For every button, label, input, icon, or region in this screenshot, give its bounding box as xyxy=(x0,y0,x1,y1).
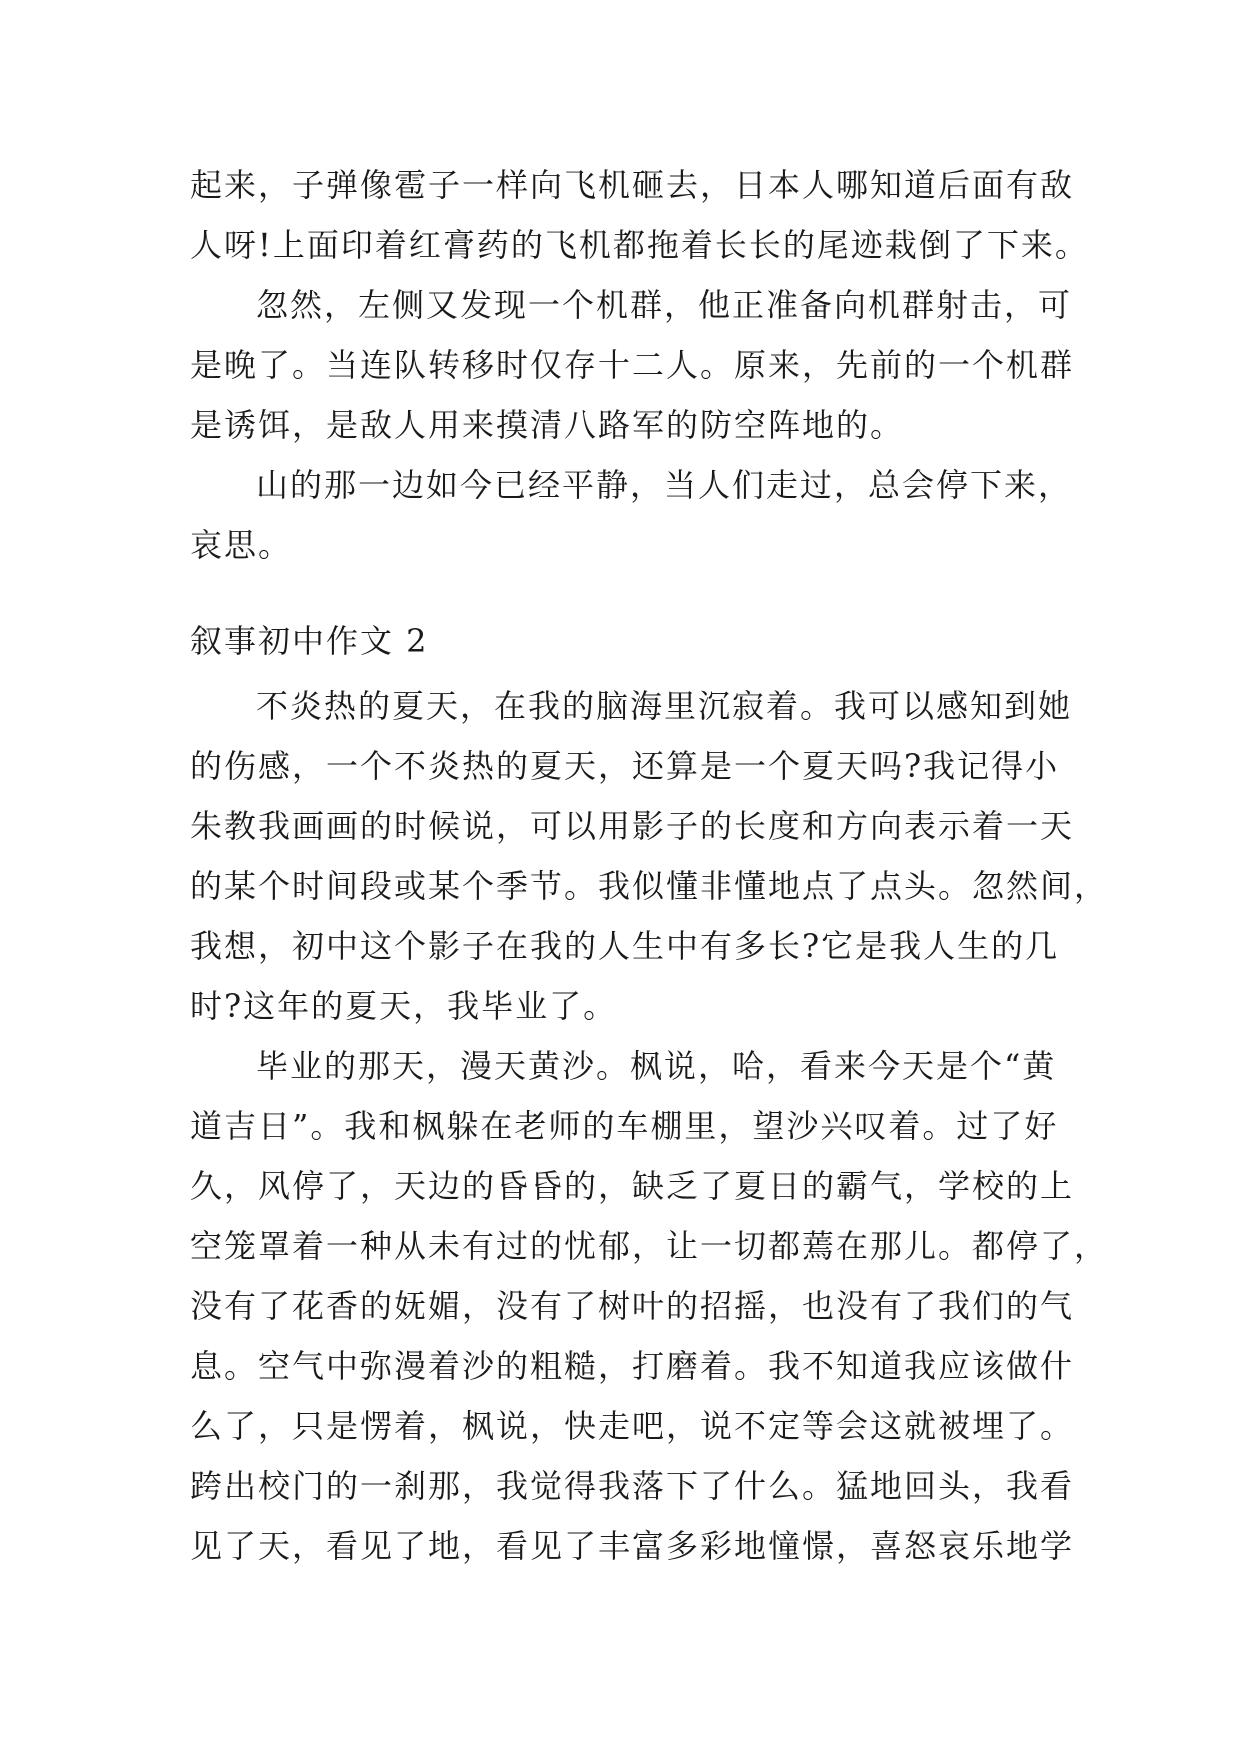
text-line: 的某个时间段或某个季节。我似懂非懂地点了点头。忽然间， xyxy=(190,867,1109,905)
text-line: 毕业的那天，漫天黄沙。枫说，哈，看来今天是个“黄 xyxy=(256,1047,1057,1085)
text-line: 朱教我画画的时候说，可以用影子的长度和方向表示着一天 xyxy=(190,807,1075,845)
text-line: 起来，子弹像雹子一样向飞机砸去，日本人哪知道后面有敌 xyxy=(190,166,1075,204)
text-line: 息。空气中弥漫着沙的粗糙，打磨着。我不知道我应该做什 xyxy=(190,1347,1075,1385)
text-line: 没有了花香的妩媚，没有了树叶的招摇，也没有了我们的气 xyxy=(190,1287,1075,1325)
section-heading: 叙事初中作文 2 xyxy=(190,622,429,660)
text-line: 见了天，看见了地，看见了丰富多彩地憧憬，喜怒哀乐地学 xyxy=(190,1527,1075,1565)
text-line: 是晚了。当连队转移时仅存十二人。原来，先前的一个机群 xyxy=(190,346,1075,384)
essay-2-body xyxy=(190,676,1109,1576)
text-line: 不炎热的夏天，在我的脑海里沉寂着。我可以感知到她 xyxy=(256,687,1073,725)
text-line: 的伤感，一个不炎热的夏天，还算是一个夏天吗?我记得小 xyxy=(190,747,1060,785)
text-line: 时?这年的夏天，我毕业了。 xyxy=(190,987,618,1025)
text-line: 山的那一边如今已经平静，当人们走过，总会停下来， xyxy=(256,466,1073,504)
text-line: 人呀!上面印着红膏药的飞机都拖着长长的尾迹栽倒了下来。 xyxy=(190,226,1089,264)
text-line: 道吉日”。我和枫躲在老师的车棚里，望沙兴叹着。过了好 xyxy=(190,1107,1059,1145)
text-line: 跨出校门的一刹那，我觉得我落下了什么。猛地回头，我看 xyxy=(190,1467,1075,1505)
text-line: 久，风停了，天边的昏昏的，缺乏了夏日的霸气，学校的上 xyxy=(190,1167,1075,1205)
essay-1-continuation xyxy=(190,155,1089,575)
text-line: 忽然，左侧又发现一个机群，他正准备向机群射击，可 xyxy=(256,286,1073,324)
text-line: 哀思。 xyxy=(190,526,293,564)
text-line: 我想，初中这个影子在我的人生中有多长?它是我人生的几 xyxy=(190,927,1060,965)
text-line: 是诱饵，是敌人用来摸清八路军的防空阵地的。 xyxy=(190,406,905,444)
text-line: 么了，只是愣着，枫说，快走吧，说不定等会这就被埋了。 xyxy=(190,1407,1075,1445)
text-line: 空笼罩着一种从未有过的忧郁，让一切都蔫在那儿。都停了， xyxy=(190,1227,1109,1265)
